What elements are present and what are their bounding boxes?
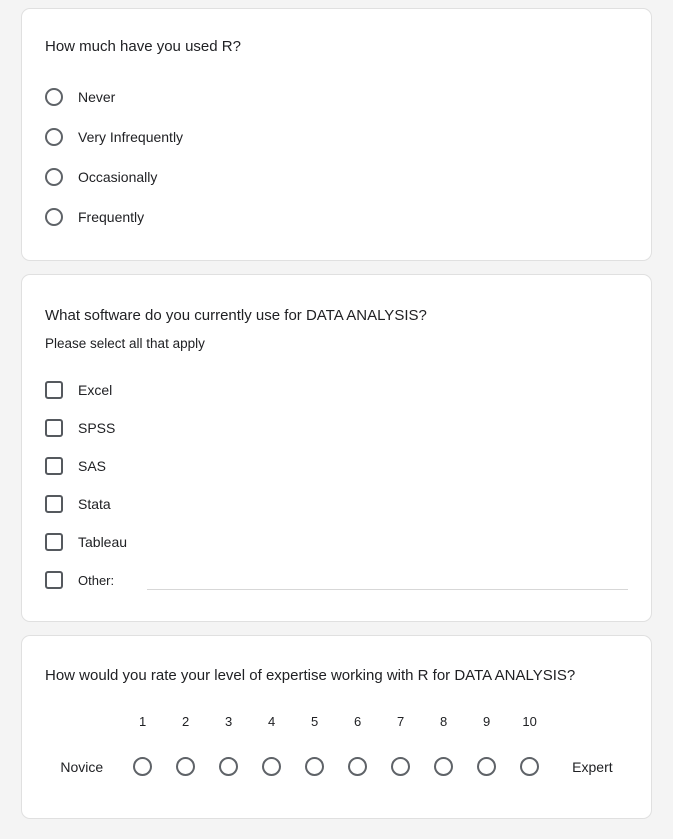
scale-number: 9: [483, 714, 491, 729]
checkbox-option-label: Stata: [78, 496, 111, 512]
radio-icon[interactable]: [305, 757, 324, 776]
scale-number: 2: [182, 714, 190, 729]
other-text-input[interactable]: [147, 574, 628, 590]
radio-icon[interactable]: [348, 757, 367, 776]
checkbox-icon[interactable]: [45, 381, 63, 399]
radio-icon[interactable]: [391, 757, 410, 776]
linear-scale: [45, 714, 628, 776]
checkbox-option-tableau[interactable]: [45, 532, 628, 552]
radio-option-group: [45, 87, 628, 227]
scale-number: 6: [354, 714, 362, 729]
radio-icon[interactable]: [520, 757, 539, 776]
question-title: How would you rate your level of expertise working with R for DATA ANALYSIS?: [45, 667, 576, 684]
radio-icon[interactable]: [45, 88, 63, 106]
scale-point-8[interactable]: [422, 714, 465, 776]
scale-point-1[interactable]: [121, 714, 164, 776]
radio-option-frequently[interactable]: [45, 207, 628, 227]
radio-icon[interactable]: [477, 757, 496, 776]
radio-icon[interactable]: [262, 757, 281, 776]
checkbox-option-label: Excel: [78, 382, 113, 398]
scale-point-6[interactable]: [336, 714, 379, 776]
scale-number: 4: [268, 714, 276, 729]
checkbox-icon[interactable]: [45, 457, 63, 475]
checkbox-option-label: SPSS: [78, 420, 116, 436]
radio-option-label: Occasionally: [78, 169, 158, 185]
question-subtitle: Please select all that apply: [45, 336, 205, 351]
radio-icon[interactable]: [45, 168, 63, 186]
radio-option-occasionally[interactable]: [45, 167, 628, 187]
scale-point-5[interactable]: [293, 714, 336, 776]
scale-right-label: Expert: [572, 759, 613, 775]
question-card-r-usage: [21, 8, 652, 261]
scale-point-2[interactable]: [164, 714, 207, 776]
scale-point-7[interactable]: [379, 714, 422, 776]
checkbox-option-group: [45, 380, 628, 590]
checkbox-option-label: Tableau: [78, 534, 128, 550]
radio-icon[interactable]: [219, 757, 238, 776]
checkbox-option-stata[interactable]: [45, 494, 628, 514]
scale-point-10[interactable]: [508, 714, 551, 776]
radio-option-label: Frequently: [78, 209, 145, 225]
scale-number: 3: [225, 714, 233, 729]
checkbox-option-other[interactable]: [45, 570, 628, 590]
checkbox-icon[interactable]: [45, 571, 63, 589]
scale-number: 8: [440, 714, 448, 729]
scale-number: 7: [397, 714, 405, 729]
scale-number: 5: [311, 714, 319, 729]
radio-icon[interactable]: [133, 757, 152, 776]
scale-number: 10: [522, 714, 537, 729]
radio-option-label: Very Infrequently: [78, 129, 184, 145]
checkbox-icon[interactable]: [45, 533, 63, 551]
scale-point-4[interactable]: [250, 714, 293, 776]
checkbox-icon[interactable]: [45, 419, 63, 437]
radio-icon[interactable]: [176, 757, 195, 776]
checkbox-option-label: Other:: [78, 572, 115, 588]
radio-option-very-infrequently[interactable]: [45, 127, 628, 147]
scale-number: 1: [139, 714, 147, 729]
question-title: What software do you currently use for DATA ANALYSIS?: [45, 307, 427, 324]
checkbox-option-spss[interactable]: [45, 418, 628, 438]
checkbox-icon[interactable]: [45, 495, 63, 513]
checkbox-option-label: SAS: [78, 458, 107, 474]
question-card-software: [21, 274, 652, 622]
checkbox-option-sas[interactable]: [45, 456, 628, 476]
radio-option-label: Never: [78, 89, 116, 105]
scale-left-label: Novice: [60, 759, 104, 775]
radio-option-never[interactable]: [45, 87, 628, 107]
scale-point-3[interactable]: [207, 714, 250, 776]
radio-icon[interactable]: [434, 757, 453, 776]
scale-point-9[interactable]: [465, 714, 508, 776]
radio-icon[interactable]: [45, 128, 63, 146]
question-card-expertise: [21, 635, 652, 819]
checkbox-option-excel[interactable]: [45, 380, 628, 400]
question-title: How much have you used R?: [45, 38, 241, 55]
radio-icon[interactable]: [45, 208, 63, 226]
